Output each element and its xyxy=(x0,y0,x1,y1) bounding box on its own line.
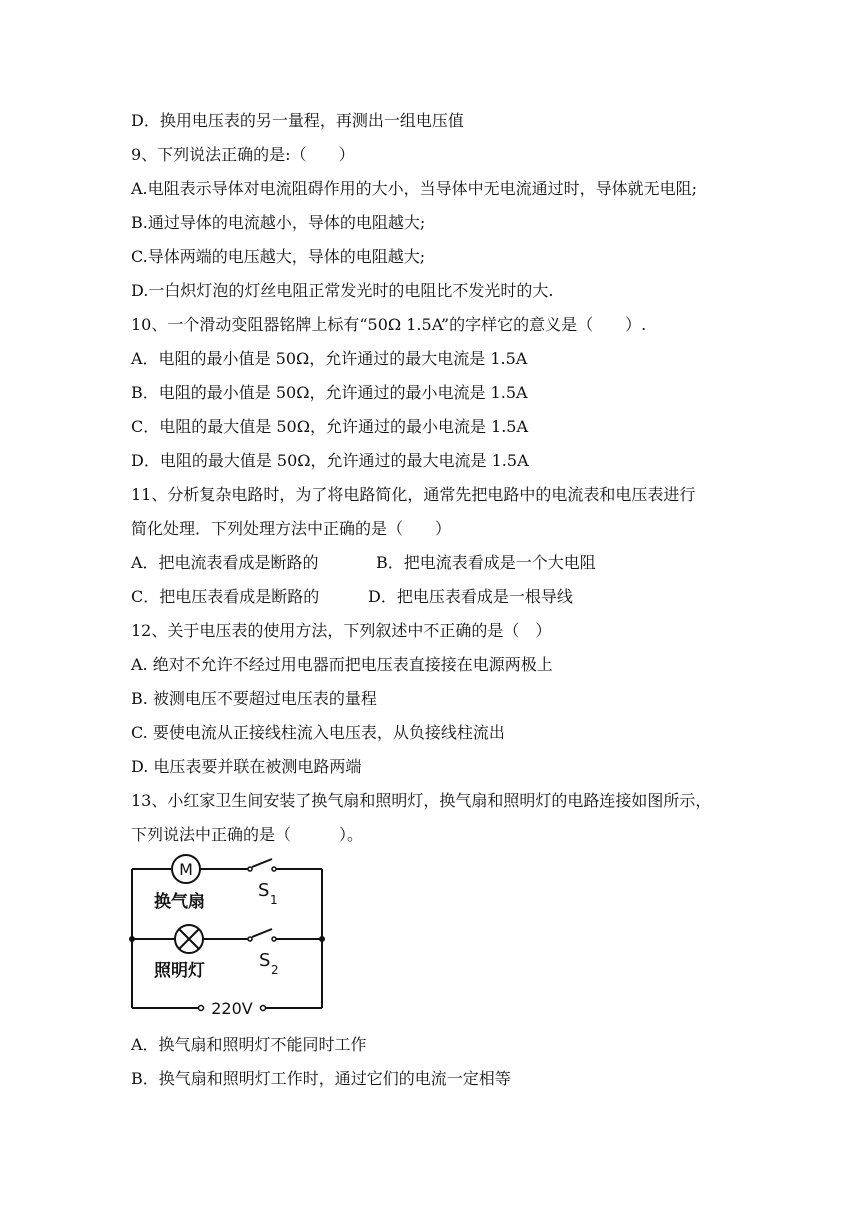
switch-s1-label: S xyxy=(258,880,270,901)
switch-s1-blade xyxy=(252,859,272,867)
question-11-option-a: A．把电流表看成是断路的 xyxy=(131,553,319,572)
question-13-stem-continued: 下列说法中正确的是（ ）。 xyxy=(131,825,364,844)
question-12-option-d: D. 电压表要并联在被测电路两端 xyxy=(131,757,362,776)
question-10-stem: 10、一个滑动变阻器铭牌上标有“50Ω 1.5A”的字样它的意义是（ ）. xyxy=(131,315,647,334)
question-13-option-a: A．换气扇和照明灯不能同时工作 xyxy=(131,1035,367,1054)
voltage-label: 220V xyxy=(211,999,253,1017)
switch-s2-terminal xyxy=(272,937,276,941)
motor-label: M xyxy=(179,860,193,879)
terminal-right xyxy=(261,1006,266,1011)
terminal-left xyxy=(199,1006,204,1011)
question-10-option-d: D．电阻的最大值是 50Ω，允许通过的最大电流是 1.5A xyxy=(131,451,529,470)
question-11-option-b: B．把电流表看成是一个大电阻 xyxy=(376,553,596,572)
question-9-option-c: C.导体两端的电压越大，导体的电阻越大; xyxy=(131,247,426,266)
question-10-option-c: C．电阻的最大值是 50Ω，允许通过的最小电流是 1.5A xyxy=(131,417,529,436)
question-9-stem: 9、下列说法正确的是:（ ） xyxy=(131,145,355,164)
question-11-stem-continued: 简化处理．下列处理方法中正确的是（ ） xyxy=(131,519,452,538)
question-12-option-b: B. 被测电压不要超过电压表的量程 xyxy=(131,689,377,708)
question-13-stem: 13、小红家卫生间安装了换气扇和照明灯，换气扇和照明灯的电路连接如图所示， xyxy=(131,791,712,810)
fan-label: 换气扇 xyxy=(154,892,205,912)
switch-s2-blade xyxy=(252,929,272,937)
junction-left xyxy=(129,936,135,942)
lamp-label: 照明灯 xyxy=(154,961,205,981)
switch-s1-terminal xyxy=(272,867,276,871)
circuit-diagram xyxy=(128,853,332,1017)
question-10-option-b: B．电阻的最小值是 50Ω，允许通过的最小电流是 1.5A xyxy=(131,383,528,402)
question-10-option-a: A．电阻的最小值是 50Ω，允许通过的最大电流是 1.5A xyxy=(131,349,528,368)
question-12-option-c: C. 要使电流从正接线柱流入电压表，从负接线柱流出 xyxy=(131,723,505,742)
question-9-option-b: B.通过导体的电流越小，导体的电阻越大; xyxy=(131,213,426,232)
question-9-option-d: D.一白炽灯泡的灯丝电阻正常发光时的电阻比不发光时的大. xyxy=(131,281,554,300)
question-12-option-a: A. 绝对不允许不经过用电器而把电压表直接接在电源两极上 xyxy=(131,655,553,674)
question-11-option-d: D．把电压表看成是一根导线 xyxy=(368,587,573,606)
switch-s1-subscript: 1 xyxy=(270,893,278,907)
option-line: D．换用电压表的另一量程，再测出一组电压值 xyxy=(131,111,464,130)
question-13-option-b: B．换气扇和照明灯工作时，通过它们的电流一定相等 xyxy=(131,1069,511,1088)
question-9-option-a: A.电阻表示导体对电流阻碍作用的大小，当导体中无电流通过时，导体就无电阻; xyxy=(131,179,698,198)
question-11-stem: 11、分析复杂电路时，为了将电路简化，通常先把电路中的电流表和电压表进行 xyxy=(131,485,696,504)
question-12-stem: 12、关于电压表的使用方法，下列叙述中不正确的是（ ） xyxy=(131,621,552,640)
switch-s2-label: S xyxy=(259,950,271,971)
question-11-option-c: C．把电压表看成是断路的 xyxy=(131,587,320,606)
switch-s2-subscript: 2 xyxy=(271,963,279,977)
switch-s2-contact xyxy=(248,937,252,941)
junction-right xyxy=(319,936,325,942)
switch-s1-contact xyxy=(248,867,252,871)
